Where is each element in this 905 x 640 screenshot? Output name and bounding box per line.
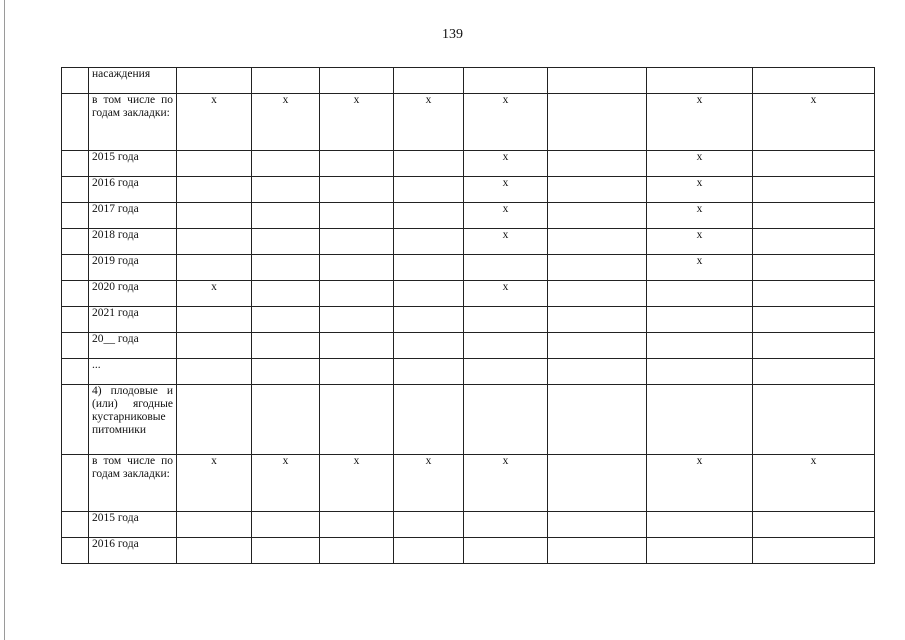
cell-mark bbox=[548, 281, 647, 307]
cell-mark bbox=[464, 512, 548, 538]
cell-mark bbox=[753, 177, 875, 203]
table-row bbox=[62, 203, 875, 229]
cell-mark bbox=[753, 151, 875, 177]
page-number: 139 bbox=[442, 27, 463, 42]
table-row bbox=[62, 385, 875, 455]
cell-mark: х bbox=[464, 281, 548, 307]
cell-mark bbox=[177, 359, 252, 385]
row-index-cell bbox=[62, 203, 89, 229]
row-label: 2017 года bbox=[89, 203, 177, 229]
cell-mark bbox=[394, 255, 464, 281]
cell-mark bbox=[252, 281, 320, 307]
cell-mark bbox=[177, 203, 252, 229]
cell-mark bbox=[394, 229, 464, 255]
table-row bbox=[62, 229, 875, 255]
cell-mark: х bbox=[394, 455, 464, 512]
cell-mark bbox=[177, 68, 252, 94]
cell-mark bbox=[252, 538, 320, 564]
cell-mark bbox=[252, 177, 320, 203]
table-row bbox=[62, 255, 875, 281]
cell-mark bbox=[177, 385, 252, 455]
cell-mark bbox=[394, 538, 464, 564]
cell-mark bbox=[177, 538, 252, 564]
cell-mark bbox=[753, 538, 875, 564]
row-index-cell bbox=[62, 307, 89, 333]
cell-mark bbox=[548, 229, 647, 255]
row-label: 2016 года bbox=[89, 177, 177, 203]
left-margin-line bbox=[4, 0, 5, 640]
table-row bbox=[62, 151, 875, 177]
cell-mark bbox=[252, 333, 320, 359]
cell-mark: х bbox=[320, 94, 394, 151]
row-label: 20__ года bbox=[89, 333, 177, 359]
cell-mark bbox=[252, 68, 320, 94]
cell-mark: х bbox=[464, 203, 548, 229]
cell-mark bbox=[394, 512, 464, 538]
cell-mark bbox=[647, 538, 753, 564]
cell-mark bbox=[464, 255, 548, 281]
cell-mark bbox=[753, 281, 875, 307]
cell-mark: х bbox=[320, 455, 394, 512]
cell-mark bbox=[252, 203, 320, 229]
cell-mark bbox=[177, 333, 252, 359]
cell-mark bbox=[320, 229, 394, 255]
cell-mark bbox=[252, 151, 320, 177]
cell-mark: х bbox=[753, 94, 875, 151]
table-row bbox=[62, 94, 875, 151]
cell-mark bbox=[394, 203, 464, 229]
cell-mark bbox=[320, 203, 394, 229]
cell-mark bbox=[394, 177, 464, 203]
cell-mark bbox=[647, 68, 753, 94]
cell-mark bbox=[252, 512, 320, 538]
cell-mark: х bbox=[252, 455, 320, 512]
cell-mark: х bbox=[464, 151, 548, 177]
cell-mark bbox=[320, 177, 394, 203]
cell-mark: х bbox=[464, 229, 548, 255]
cell-mark bbox=[548, 385, 647, 455]
row-label: 2021 года bbox=[89, 307, 177, 333]
cell-mark bbox=[548, 512, 647, 538]
cell-mark bbox=[548, 359, 647, 385]
row-index-cell bbox=[62, 255, 89, 281]
row-label: 2019 года bbox=[89, 255, 177, 281]
cell-mark bbox=[177, 151, 252, 177]
cell-mark bbox=[647, 512, 753, 538]
cell-mark bbox=[753, 307, 875, 333]
cell-mark: х bbox=[647, 229, 753, 255]
cell-mark bbox=[252, 359, 320, 385]
row-label: 2016 года bbox=[89, 538, 177, 564]
row-index-cell bbox=[62, 538, 89, 564]
row-index-cell bbox=[62, 359, 89, 385]
row-label: 2015 года bbox=[89, 151, 177, 177]
cell-mark: х bbox=[464, 455, 548, 512]
cell-mark bbox=[320, 512, 394, 538]
cell-mark bbox=[464, 538, 548, 564]
cell-mark bbox=[177, 307, 252, 333]
cell-mark bbox=[177, 512, 252, 538]
row-index-cell bbox=[62, 512, 89, 538]
cell-mark bbox=[320, 281, 394, 307]
row-index-cell bbox=[62, 229, 89, 255]
cell-mark bbox=[548, 455, 647, 512]
cell-mark: х bbox=[177, 281, 252, 307]
cell-mark bbox=[548, 255, 647, 281]
table-row bbox=[62, 359, 875, 385]
cell-mark: х bbox=[647, 203, 753, 229]
cell-mark bbox=[647, 333, 753, 359]
cell-mark bbox=[548, 68, 647, 94]
cell-mark bbox=[252, 385, 320, 455]
row-index-cell bbox=[62, 455, 89, 512]
cell-mark bbox=[753, 68, 875, 94]
cell-mark bbox=[394, 333, 464, 359]
cell-mark: х bbox=[177, 455, 252, 512]
cell-mark: х bbox=[394, 94, 464, 151]
cell-mark bbox=[753, 229, 875, 255]
cell-mark bbox=[394, 307, 464, 333]
cell-mark bbox=[394, 151, 464, 177]
cell-mark bbox=[320, 307, 394, 333]
table-row bbox=[62, 307, 875, 333]
cell-mark bbox=[320, 68, 394, 94]
cell-mark bbox=[320, 151, 394, 177]
cell-mark bbox=[394, 68, 464, 94]
row-label: насаждения bbox=[89, 68, 177, 94]
cell-mark bbox=[548, 151, 647, 177]
cell-mark bbox=[394, 281, 464, 307]
cell-mark bbox=[548, 307, 647, 333]
cell-mark bbox=[394, 385, 464, 455]
cell-mark bbox=[252, 307, 320, 333]
cell-mark: х bbox=[647, 177, 753, 203]
cell-mark: х bbox=[177, 94, 252, 151]
cell-mark bbox=[320, 538, 394, 564]
table-row bbox=[62, 455, 875, 512]
cell-mark bbox=[464, 333, 548, 359]
row-index-cell bbox=[62, 177, 89, 203]
cell-mark bbox=[320, 359, 394, 385]
cell-mark: х bbox=[464, 94, 548, 151]
row-label: 4) плодовые и (или) ягодные кустарниковые питомники bbox=[89, 385, 177, 455]
table-row bbox=[62, 68, 875, 94]
table-body bbox=[62, 68, 875, 564]
cell-mark bbox=[464, 359, 548, 385]
cell-mark bbox=[464, 385, 548, 455]
cell-mark bbox=[753, 203, 875, 229]
row-label: в том числе по годам закладки: bbox=[89, 455, 177, 512]
cell-mark bbox=[647, 281, 753, 307]
cell-mark bbox=[252, 229, 320, 255]
cell-mark: х bbox=[647, 455, 753, 512]
table-row bbox=[62, 333, 875, 359]
cell-mark bbox=[548, 94, 647, 151]
cell-mark bbox=[320, 333, 394, 359]
cell-mark bbox=[177, 177, 252, 203]
cell-mark: х bbox=[252, 94, 320, 151]
cell-mark: х bbox=[647, 94, 753, 151]
cell-mark bbox=[647, 307, 753, 333]
cell-mark bbox=[753, 385, 875, 455]
cell-mark bbox=[753, 255, 875, 281]
table-row bbox=[62, 538, 875, 564]
cell-mark bbox=[548, 203, 647, 229]
cell-mark bbox=[753, 512, 875, 538]
row-label: 2020 года bbox=[89, 281, 177, 307]
cell-mark bbox=[320, 385, 394, 455]
cell-mark bbox=[753, 359, 875, 385]
row-index-cell bbox=[62, 281, 89, 307]
table-row bbox=[62, 281, 875, 307]
row-index-cell bbox=[62, 385, 89, 455]
row-label: 2018 года bbox=[89, 229, 177, 255]
cell-mark bbox=[394, 359, 464, 385]
cell-mark: х bbox=[464, 177, 548, 203]
table-row bbox=[62, 512, 875, 538]
row-index-cell bbox=[62, 68, 89, 94]
row-label: в том числе по годам закладки: bbox=[89, 94, 177, 151]
cell-mark bbox=[548, 538, 647, 564]
row-label: 2015 года bbox=[89, 512, 177, 538]
cell-mark bbox=[753, 333, 875, 359]
cell-mark bbox=[320, 255, 394, 281]
cell-mark bbox=[177, 229, 252, 255]
cell-mark bbox=[464, 307, 548, 333]
cell-mark: х bbox=[647, 255, 753, 281]
cell-mark: х bbox=[647, 151, 753, 177]
cell-mark: х bbox=[753, 455, 875, 512]
row-label: ... bbox=[89, 359, 177, 385]
row-index-cell bbox=[62, 94, 89, 151]
cell-mark bbox=[647, 385, 753, 455]
row-index-cell bbox=[62, 333, 89, 359]
row-index-cell bbox=[62, 151, 89, 177]
cell-mark bbox=[647, 359, 753, 385]
data-table bbox=[61, 67, 875, 564]
cell-mark bbox=[252, 255, 320, 281]
cell-mark bbox=[548, 177, 647, 203]
cell-mark bbox=[464, 68, 548, 94]
table-row bbox=[62, 177, 875, 203]
cell-mark bbox=[548, 333, 647, 359]
cell-mark bbox=[177, 255, 252, 281]
